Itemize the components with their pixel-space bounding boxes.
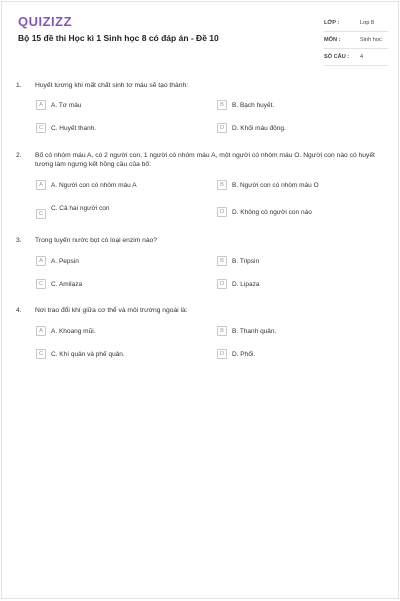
option-letter-box[interactable]: A xyxy=(36,256,46,266)
worksheet-title: Bộ 15 đề thi Học kì 1 Sinh học 8 có đáp án - Đề 10 xyxy=(18,33,219,43)
meta-label: LỚP : xyxy=(324,20,340,26)
meta-value: 4 xyxy=(360,54,364,60)
option-c[interactable] xyxy=(36,205,109,219)
option-letter-box[interactable]: C xyxy=(36,123,46,133)
meta-row-count xyxy=(324,49,388,66)
option-letter-box[interactable]: A xyxy=(36,326,46,336)
question-text: Nơi trao đổi khí giữa cơ thể và môi trường ngoài là: xyxy=(35,307,188,314)
option-c[interactable] xyxy=(36,349,125,359)
quizizz-logo: QUIZIZZ xyxy=(18,14,73,29)
option-c[interactable] xyxy=(36,123,96,133)
question-3 xyxy=(16,236,388,245)
option-letter-box[interactable]: B xyxy=(217,100,227,110)
option-letter-box[interactable]: D xyxy=(217,207,227,217)
option-b[interactable] xyxy=(217,180,319,190)
meta-value: Lop 8 xyxy=(360,20,374,26)
option-b[interactable] xyxy=(217,100,274,110)
option-a[interactable] xyxy=(36,100,82,110)
option-d[interactable] xyxy=(217,349,255,359)
question-2 xyxy=(16,151,388,169)
option-text: B. Bạch huyết. xyxy=(232,101,275,109)
option-letter-box[interactable]: C xyxy=(36,279,46,289)
meta-label: MÔN : xyxy=(324,37,341,43)
worksheet-page xyxy=(1,1,399,599)
option-text: C. Cả hai người con xyxy=(51,205,110,212)
option-text: A. Người con có nhóm máu A xyxy=(51,181,137,189)
option-a[interactable] xyxy=(36,256,79,266)
option-text: B. Tripsin xyxy=(232,257,260,265)
option-text: A. Tơ máu xyxy=(51,101,82,109)
meta-table xyxy=(324,15,388,66)
option-text: A. Pepsin xyxy=(51,257,79,265)
question-number: 1. xyxy=(16,82,22,89)
option-text: A. Khoang mũi. xyxy=(51,327,96,335)
option-letter-box[interactable]: D xyxy=(217,349,227,359)
option-letter-box[interactable]: B xyxy=(217,256,227,266)
question-number: 4. xyxy=(16,307,22,314)
option-letter-box[interactable]: B xyxy=(217,180,227,190)
option-letter-box[interactable]: D xyxy=(217,123,227,133)
option-text: C. Amilaza xyxy=(51,280,83,288)
question-text: Huyết tương khi mất chất sinh tơ máu sẽ tạo thành: xyxy=(35,82,189,89)
option-c[interactable] xyxy=(36,279,82,289)
option-text: D. Không có người con nào xyxy=(232,208,312,216)
question-number: 3. xyxy=(16,237,22,244)
option-d[interactable] xyxy=(217,207,312,217)
question-text: Bố có nhóm máu A, có 2 người con, 1 người có nhóm máu A, một người có nhóm máu O. Người con nào có huyết tương làm ngưng kết hồng cầu của bố: xyxy=(35,152,375,168)
option-text: C. Huyết thanh. xyxy=(51,124,97,132)
option-letter-box[interactable]: B xyxy=(217,326,227,336)
option-text: B. Người con có nhóm máu O xyxy=(232,181,319,189)
option-letter-box[interactable]: A xyxy=(36,180,46,190)
option-d[interactable] xyxy=(217,123,286,133)
option-letter-box[interactable]: D xyxy=(217,279,227,289)
option-text: D. Phổi. xyxy=(232,350,256,358)
option-text: D. Khối máu đông. xyxy=(232,124,286,132)
option-letter-box[interactable]: C xyxy=(36,209,46,219)
question-number: 2. xyxy=(16,152,22,159)
meta-label: SỐ CÂU : xyxy=(324,54,350,60)
meta-value: Sinh học xyxy=(360,37,382,43)
meta-row-subject xyxy=(324,32,388,49)
option-text: B. Thanh quản. xyxy=(232,327,277,335)
meta-row-class xyxy=(324,15,388,32)
option-b[interactable] xyxy=(217,326,276,336)
option-a[interactable] xyxy=(36,326,95,336)
question-text: Trong tuyến nước bọt có loại enzim nào? xyxy=(35,237,157,244)
option-b[interactable] xyxy=(217,256,259,266)
option-text: C. Khí quản và phế quản. xyxy=(51,350,125,358)
option-letter-box[interactable]: A xyxy=(36,100,46,110)
option-letter-box[interactable]: C xyxy=(36,349,46,359)
option-d[interactable] xyxy=(217,279,259,289)
option-a[interactable] xyxy=(36,180,137,190)
question-1 xyxy=(16,81,388,90)
option-text: D. Lipaza xyxy=(232,280,260,288)
question-4 xyxy=(16,306,388,315)
